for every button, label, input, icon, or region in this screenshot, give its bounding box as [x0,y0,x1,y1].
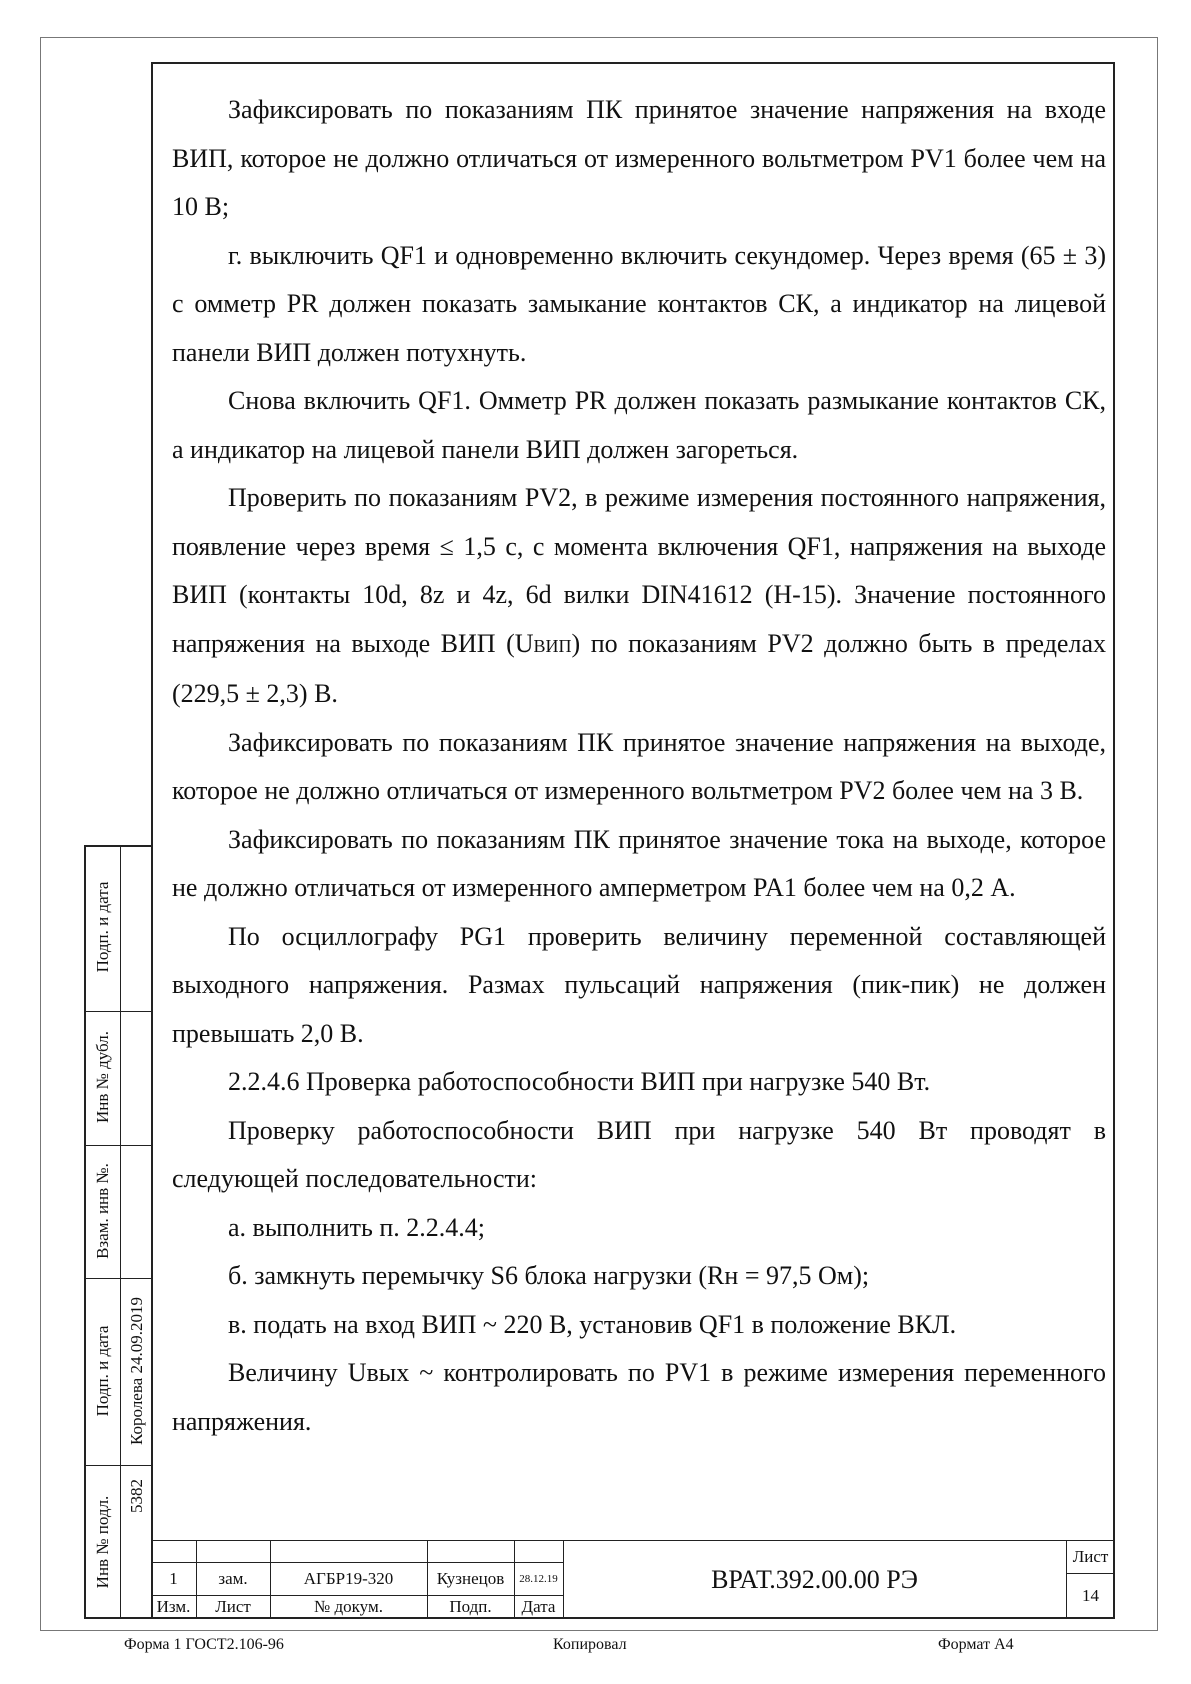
side-label-podp-data-2: Подп. и дата [93,1325,112,1417]
side-label-inv-podl: Инв № подл. [93,1495,112,1589]
paragraph-4-text-a: Проверить по показаниям PV2, в режиме измерения постоянного напряжения, появление через время ≤ 1,5 с, с момента включения QF1, напряжения на выходе ВИП (контакты 10d, 8z и 4z, 6d вилки DIN41612 (Н-15). Значение постоянного напряжения на выходе ВИП (U [172,483,1106,658]
paragraph-6: Зафиксировать по показаниям ПК принятое значение тока на выходе, которое не должно отличаться от измеренного амперметром PA1 более чем на 0,2 А. [172,824,1106,902]
paragraph-5: Зафиксировать по показаниям ПК принятое значение напряжения на выходе, которое не должно отличаться от измеренного вольтметром PV2 более чем на 3 В. [172,727,1106,805]
tb-change-izm: 1 [169,1568,178,1588]
paragraph-7: По осциллографу PG1 проверить величину переменной составляющей выходного напряжения. Размах пульсаций напряжения (пик-пик) не должен превышать 2,0 В. [172,921,1106,1048]
document-designation: ВРАТ.392.00.00 РЭ [711,1564,918,1594]
sheet-number: 14 [1082,1586,1099,1605]
side-label-inv-dubl: Инв № дубл. [93,1031,112,1124]
list-item-a: а. выполнить п. 2.2.4.4; [228,1212,486,1242]
footer-format: Формат А4 [938,1636,1014,1653]
paragraph-4-subscript: ВИП [533,635,572,656]
binding-strip [84,845,151,1619]
footer-copied: Копировал [553,1636,627,1653]
tb-change-date: 28.12.19 [519,1572,558,1585]
tb-header-list: Лист [215,1597,251,1616]
footer-form: Форма 1 ГОСТ2.106-96 [124,1636,284,1653]
paragraph-9: Величину Uвых ~ контролировать по PV1 в режиме измерения переменного напряжения. [172,1358,1106,1436]
tb-change-doc-no: АГБР19-320 [303,1568,394,1588]
document-body [172,86,1106,1536]
paragraph-1: Зафиксировать по показаниям ПК принятое значение напряжения на входе ВИП, которое не должно отличаться от измеренного вольтметром PV1 более чем на 10 В; [172,95,1106,221]
tb-header-podp: Подп. [449,1597,492,1616]
paragraph-4 [172,474,1106,719]
side-cell-inv-podl [86,1465,151,1620]
list-item-b: б. замкнуть перемычку S6 блока нагрузки (Rн = 97,5 Ом); [228,1261,870,1290]
paragraph-4-text-b: ) по показаниям PV2 должно быть в пределах (229,5 ± 2,3) В. [172,628,1106,708]
tb-header-date: Дата [521,1597,556,1616]
side-label-podp-data-1: Подп. и дата [93,881,112,973]
side-value-inv-podl: 5382 [127,1479,146,1513]
sheet-label: Лист [1072,1546,1109,1566]
side-label-vzam-inv: Взам. инв №. [93,1163,112,1259]
tb-header-doc-no: № докум. [314,1597,383,1616]
side-cell-vzam-inv [86,1145,151,1279]
list-item-c: в. подать на вход ВИП ~ 220 В, установив QF1 в положение ВКЛ. [228,1309,957,1339]
paragraph-3: Снова включить QF1. Омметр PR должен показать размыкание контактов СК, а индикатор на лицевой панели ВИП должен загореться. [172,386,1106,464]
paragraph-8: Проверку работоспособности ВИП при нагрузке 540 Вт проводят в следующей последовательности: [172,1115,1106,1193]
tb-change-list: зам. [218,1568,248,1588]
tb-change-signature: Кузнецов [436,1568,505,1588]
section-heading: 2.2.4.6 Проверка работоспособности ВИП при нагрузке 540 Вт. [228,1067,931,1096]
tb-header-izm: Изм. [156,1597,191,1616]
side-value-podp-data-2: Королева 24.09.2019 [127,1297,146,1445]
paragraph-2: г. выключить QF1 и одновременно включить секундомер. Через время (65 ± 3) с омметр PR должен показать замыкание контактов СК, а индикатор на лицевой панели ВИП должен потухнуть. [172,240,1106,367]
